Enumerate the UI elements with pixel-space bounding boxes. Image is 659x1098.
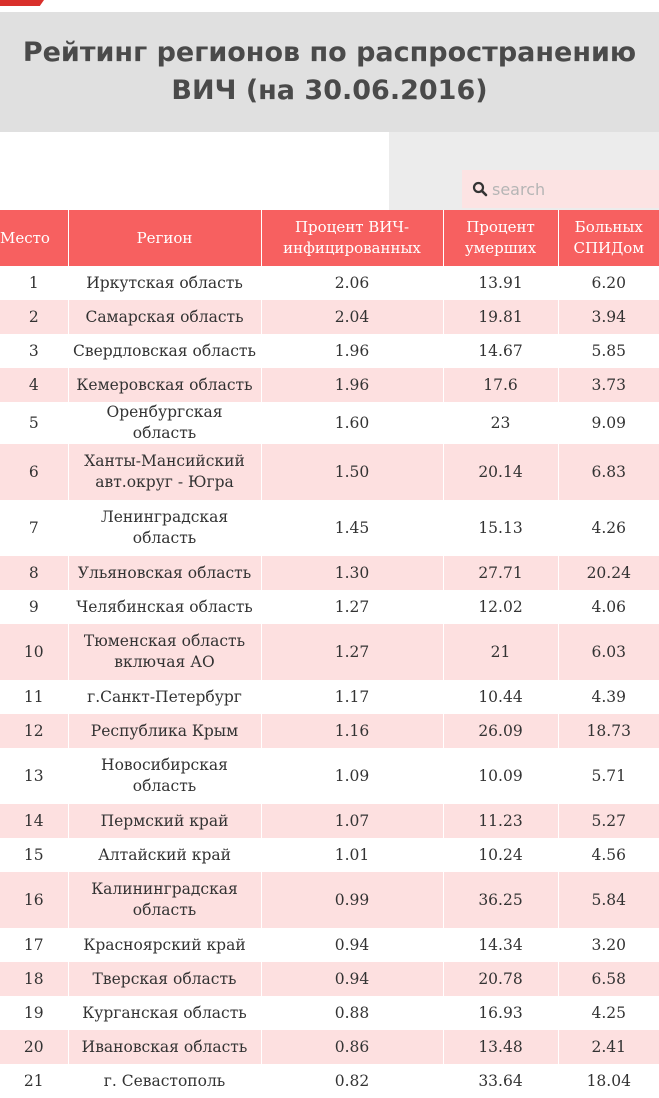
table-row <box>0 714 659 748</box>
cell-region: Республика Крым <box>68 714 261 748</box>
cell-aids-cases: 3.73 <box>558 368 659 402</box>
cell-place: 6 <box>0 444 68 500</box>
cell-aids-cases: 20.24 <box>558 556 659 590</box>
cell-region: Курганская область <box>68 996 261 1030</box>
top-strip <box>0 0 659 12</box>
cell-aids-cases: 4.39 <box>558 680 659 714</box>
cell-region: Красноярский край <box>68 928 261 962</box>
cell-region: Ханты-Мансийский авт.округ - Югра <box>68 444 261 500</box>
cell-hiv-percent: 0.94 <box>261 928 443 962</box>
cell-place: 7 <box>0 500 68 556</box>
cell-deaths-percent: 15.13 <box>443 500 558 556</box>
table-row <box>0 334 659 368</box>
cell-deaths-percent: 13.48 <box>443 1030 558 1064</box>
cell-hiv-percent: 1.27 <box>261 624 443 680</box>
table-row <box>0 368 659 402</box>
table-row <box>0 928 659 962</box>
cell-region: Кемеровская область <box>68 368 261 402</box>
cell-place: 4 <box>0 368 68 402</box>
column-header-aids-cases[interactable]: Больных СПИДом <box>558 210 659 266</box>
table-row <box>0 402 659 444</box>
title-block <box>0 12 659 132</box>
cell-deaths-percent: 14.67 <box>443 334 558 368</box>
table-row <box>0 680 659 714</box>
cell-aids-cases: 3.94 <box>558 300 659 334</box>
cell-hiv-percent: 1.60 <box>261 402 443 444</box>
cell-region: г.Санкт-Петербург <box>68 680 261 714</box>
cell-region: Оренбургская область <box>68 402 261 444</box>
cell-aids-cases: 6.83 <box>558 444 659 500</box>
cell-hiv-percent: 1.17 <box>261 680 443 714</box>
column-header-hiv-percent[interactable]: Процент ВИЧ-инфицированных <box>261 210 443 266</box>
search-icon <box>472 181 488 197</box>
cell-aids-cases: 4.06 <box>558 590 659 624</box>
table-row <box>0 996 659 1030</box>
cell-hiv-percent: 0.86 <box>261 1030 443 1064</box>
cell-region: Ивановская область <box>68 1030 261 1064</box>
cell-hiv-percent: 1.09 <box>261 748 443 804</box>
table-row <box>0 444 659 500</box>
cell-aids-cases: 6.03 <box>558 624 659 680</box>
cell-hiv-percent: 1.01 <box>261 838 443 872</box>
cell-place: 18 <box>0 962 68 996</box>
cell-aids-cases: 5.71 <box>558 748 659 804</box>
cell-place: 16 <box>0 872 68 928</box>
table-row <box>0 838 659 872</box>
cell-region: Иркутская область <box>68 266 261 300</box>
cell-deaths-percent: 12.02 <box>443 590 558 624</box>
cell-deaths-percent: 11.23 <box>443 804 558 838</box>
column-header-deaths-percent[interactable]: Процент умерших <box>443 210 558 266</box>
cell-hiv-percent: 1.96 <box>261 368 443 402</box>
search-box[interactable] <box>462 170 659 208</box>
cell-place: 17 <box>0 928 68 962</box>
ranking-table <box>0 210 659 1098</box>
cell-place: 19 <box>0 996 68 1030</box>
brand-accent-stripe <box>0 0 44 6</box>
table-row <box>0 300 659 334</box>
cell-region: Алтайский край <box>68 838 261 872</box>
search-input[interactable] <box>492 180 642 199</box>
cell-deaths-percent: 16.93 <box>443 996 558 1030</box>
table-body <box>0 266 659 1098</box>
cell-hiv-percent: 1.27 <box>261 590 443 624</box>
cell-aids-cases: 4.25 <box>558 996 659 1030</box>
cell-deaths-percent: 20.14 <box>443 444 558 500</box>
cell-region: Челябинская область <box>68 590 261 624</box>
cell-deaths-percent: 27.71 <box>443 556 558 590</box>
table-row <box>0 748 659 804</box>
cell-aids-cases: 2.41 <box>558 1030 659 1064</box>
cell-hiv-percent: 0.82 <box>261 1064 443 1098</box>
cell-region: Тверская область <box>68 962 261 996</box>
cell-deaths-percent: 10.24 <box>443 838 558 872</box>
cell-aids-cases: 4.26 <box>558 500 659 556</box>
cell-place: 12 <box>0 714 68 748</box>
cell-hiv-percent: 1.30 <box>261 556 443 590</box>
cell-hiv-percent: 1.16 <box>261 714 443 748</box>
cell-deaths-percent: 10.09 <box>443 748 558 804</box>
cell-region: Свердловская область <box>68 334 261 368</box>
cell-hiv-percent: 1.07 <box>261 804 443 838</box>
cell-deaths-percent: 21 <box>443 624 558 680</box>
cell-place: 10 <box>0 624 68 680</box>
cell-place: 21 <box>0 1064 68 1098</box>
table-row <box>0 1064 659 1098</box>
page-title: Рейтинг регионов по распространению ВИЧ (на 30.06.2016) <box>22 37 637 106</box>
cell-place: 5 <box>0 402 68 444</box>
cell-place: 8 <box>0 556 68 590</box>
cell-place: 20 <box>0 1030 68 1064</box>
cell-hiv-percent: 2.06 <box>261 266 443 300</box>
cell-aids-cases: 5.27 <box>558 804 659 838</box>
column-header-region[interactable]: Регион <box>68 210 261 266</box>
cell-aids-cases: 4.56 <box>558 838 659 872</box>
table-row <box>0 556 659 590</box>
table-row <box>0 266 659 300</box>
cell-aids-cases: 6.58 <box>558 962 659 996</box>
cell-region: Новосибирская область <box>68 748 261 804</box>
cell-place: 9 <box>0 590 68 624</box>
cell-aids-cases: 18.04 <box>558 1064 659 1098</box>
cell-place: 3 <box>0 334 68 368</box>
cell-place: 13 <box>0 748 68 804</box>
table-row <box>0 804 659 838</box>
cell-deaths-percent: 14.34 <box>443 928 558 962</box>
cell-aids-cases: 18.73 <box>558 714 659 748</box>
cell-region: Ульяновская область <box>68 556 261 590</box>
header-row <box>0 210 659 266</box>
table-row <box>0 624 659 680</box>
cell-region: Тюменская область включая АО <box>68 624 261 680</box>
cell-hiv-percent: 2.04 <box>261 300 443 334</box>
cell-deaths-percent: 19.81 <box>443 300 558 334</box>
cell-deaths-percent: 36.25 <box>443 872 558 928</box>
cell-aids-cases: 5.85 <box>558 334 659 368</box>
cell-region: Пермский край <box>68 804 261 838</box>
cell-hiv-percent: 1.50 <box>261 444 443 500</box>
cell-deaths-percent: 33.64 <box>443 1064 558 1098</box>
cell-aids-cases: 9.09 <box>558 402 659 444</box>
column-header-place[interactable]: Место <box>0 210 68 266</box>
cell-region: г. Севастополь <box>68 1064 261 1098</box>
cell-place: 11 <box>0 680 68 714</box>
table-header <box>0 210 659 266</box>
cell-place: 15 <box>0 838 68 872</box>
cell-place: 14 <box>0 804 68 838</box>
cell-hiv-percent: 1.45 <box>261 500 443 556</box>
cell-aids-cases: 6.20 <box>558 266 659 300</box>
cell-place: 2 <box>0 300 68 334</box>
table-row <box>0 872 659 928</box>
cell-deaths-percent: 13.91 <box>443 266 558 300</box>
cell-hiv-percent: 0.94 <box>261 962 443 996</box>
table-row <box>0 590 659 624</box>
cell-deaths-percent: 20.78 <box>443 962 558 996</box>
cell-region: Самарская область <box>68 300 261 334</box>
cell-hiv-percent: 0.88 <box>261 996 443 1030</box>
cell-deaths-percent: 26.09 <box>443 714 558 748</box>
cell-place: 1 <box>0 266 68 300</box>
cell-deaths-percent: 23 <box>443 402 558 444</box>
table-row <box>0 500 659 556</box>
cell-region: Ленинградская область <box>68 500 261 556</box>
cell-region: Калининградская область <box>68 872 261 928</box>
cell-hiv-percent: 1.96 <box>261 334 443 368</box>
table-row <box>0 962 659 996</box>
cell-aids-cases: 3.20 <box>558 928 659 962</box>
table-row <box>0 1030 659 1064</box>
cell-deaths-percent: 17.6 <box>443 368 558 402</box>
cell-deaths-percent: 10.44 <box>443 680 558 714</box>
cell-hiv-percent: 0.99 <box>261 872 443 928</box>
cell-aids-cases: 5.84 <box>558 872 659 928</box>
